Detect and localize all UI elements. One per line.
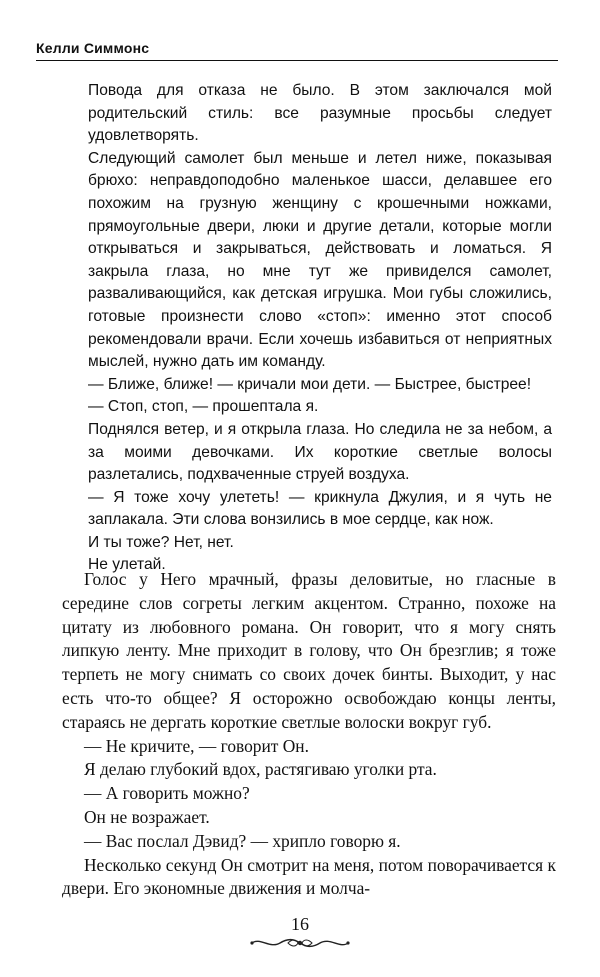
running-head-author: Келли Симмонс <box>36 40 150 56</box>
insert-paragraph: Поднялся ветер, и я открыла глаза. Но следила не за небом, а за моими девочками. Их короткие светлые волосы разлетались, подхваченные струей воздуха. <box>88 420 552 484</box>
header-rule <box>36 60 558 61</box>
insert-paragraph: И ты тоже? Нет, нет. <box>88 533 234 551</box>
body-paragraph: Голос у Него мрачный, фразы деловитые, но гласные в середине слов согреты легким акцентом. Странно, похоже на цитату из любовного романа. Он говорит, что я могу снять липкую ленту. Мне приходит в голову, что Он брезглив; я тоже терпеть не могу снимать со своих дочек бинты. Выходит, у нас есть что-то общее? Я осторожно освобождаю концы ленты, стараясь не дергать короткие светлые волоски вокруг губ. <box>62 569 556 732</box>
body-paragraph: — А говорить можно? <box>84 783 250 804</box>
body-paragraph: Он не возражает. <box>84 806 210 827</box>
insert-paragraph: Не улетай. <box>88 556 166 574</box>
body-paragraph: — Вас послал Дэвид? — хрипло говорю я. <box>84 830 401 851</box>
body-paragraph: Несколько секунд Он смотрит на меня, потом поворачивается к двери. Его экономные движения и молча- <box>62 854 556 899</box>
ornament-flourish-icon <box>248 936 352 950</box>
body-paragraph: Я делаю глубокий вдох, растягиваю уголки рта. <box>84 759 437 780</box>
insert-paragraph: Повода для отказа не было. В этом заключался мой родительский стиль: все разумные просьбы следует удовлетворять. <box>88 82 552 145</box>
insert-paragraph: — Ближе, ближе! — кричали мои дети. — Быстрее, быстрее! <box>88 375 532 393</box>
insert-paragraph: Следующий самолет был меньше и летел ниже, показывая брюхо: неправдоподобно маленькое шасси, делавшее его похожим на грузную женщину с крошечными ножками, прямоугольные двери, люки и другие детали, которые могли открываться и закрываться, действовать и ломаться. Я закрыла глаза, но мне тут же привиделся самолет, разваливающийся, как детская игрушка. Мои губы сложились, готовые произнести слово «стоп»: именно этот способ рекомендовали врачи. Если хочешь избавиться от неприятных мыслей, нужно дать им команду. <box>88 149 552 371</box>
main-text-block <box>62 568 556 901</box>
body-paragraph: — Не кричите, — говорит Он. <box>84 735 309 756</box>
insert-text-block <box>88 80 552 577</box>
page-number: 16 <box>291 914 309 934</box>
insert-paragraph: — Я тоже хочу улететь! — крикнула Джулия, и я чуть не заплакала. Эти слова вонзились в мое сердце, как нож. <box>88 488 552 529</box>
insert-paragraph: — Стоп, стоп, — прошептала я. <box>88 398 319 416</box>
